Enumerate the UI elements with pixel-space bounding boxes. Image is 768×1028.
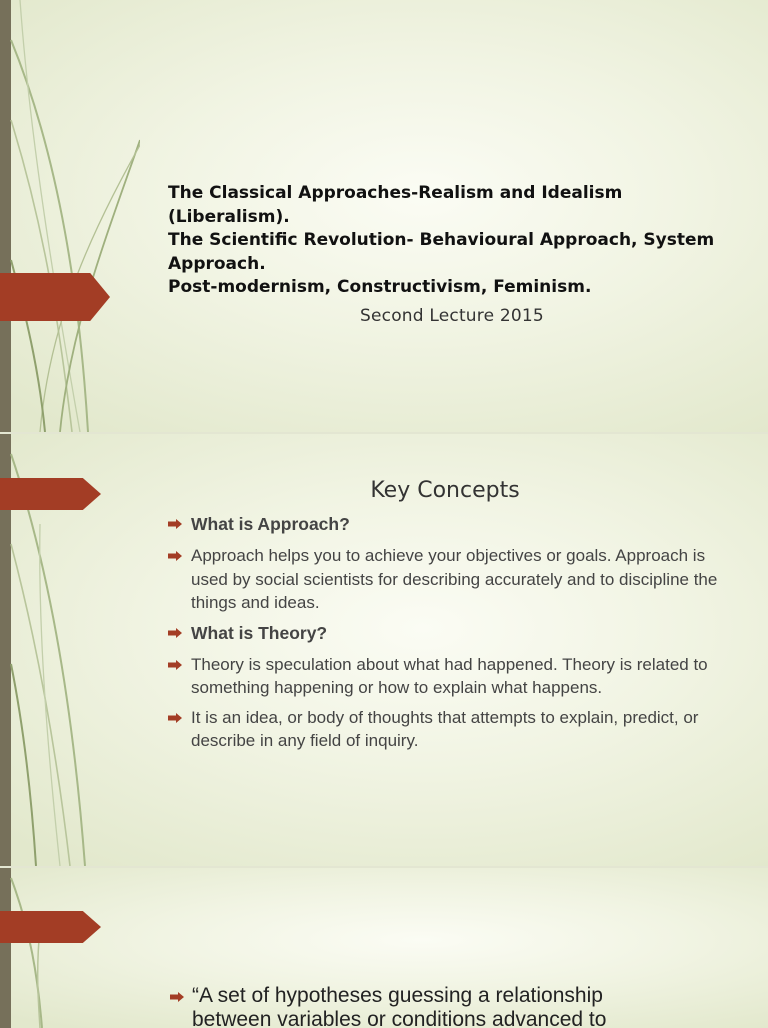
slide-key-concepts: [0, 434, 768, 866]
accent-arrow-tab: [0, 911, 101, 943]
bullet-item: [166, 621, 736, 645]
bullet-text: What is Theory?: [191, 622, 328, 643]
title-block: [168, 182, 728, 300]
bullet-item: [166, 706, 736, 753]
slide-subtitle: Second Lecture 2015: [360, 306, 544, 326]
bullet-item: [166, 544, 736, 615]
title-line: Post-modernism, Constructivism, Feminism.: [168, 277, 592, 297]
decorative-curves: [0, 0, 140, 432]
title-line: The Classical Approaches-Realism and Idealism: [168, 183, 623, 203]
title-line: (Liberalism).: [168, 206, 290, 227]
bullet-text: Theory is speculation about what had happened. Theory is related to something happening or how to explain what happens.: [191, 654, 708, 697]
title-line: Approach.: [168, 253, 266, 274]
bullet-text: Approach helps you to achieve your objectives or goals. Approach is used by social scientists for describing accurately and to discipline the things and ideas.: [191, 546, 718, 612]
arrow-bullet-icon: [168, 628, 182, 638]
arrow-bullet-icon: [168, 519, 182, 529]
slide-definition: [0, 868, 768, 1028]
bullet-item: [166, 653, 736, 700]
quote-line: between variables or conditions advanced to: [192, 1008, 607, 1028]
bullet-text: It is an idea, or body of thoughts that attempts to explain, predict, or describe in any field of inquiry.: [191, 707, 699, 750]
quote-line: “A set of hypotheses guessing a relationship: [192, 984, 603, 1007]
slide-title: [0, 0, 768, 432]
accent-arrow-tab: [0, 478, 101, 510]
bullet-list: [166, 512, 736, 759]
arrow-bullet-icon: [170, 992, 184, 1002]
bullet-item: [166, 512, 736, 536]
arrow-bullet-icon: [168, 713, 182, 723]
bullet-text: What is Approach?: [191, 514, 350, 534]
arrow-bullet-icon: [168, 551, 182, 561]
arrow-bullet-icon: [168, 660, 182, 670]
definition-quote: [170, 984, 730, 1028]
decorative-curves: [0, 868, 140, 1028]
accent-arrow-tab: [0, 273, 110, 321]
title-line: The Scientific Revolution- Behavioural Approach, System: [168, 230, 715, 250]
slide-heading: Key Concepts: [370, 478, 520, 503]
